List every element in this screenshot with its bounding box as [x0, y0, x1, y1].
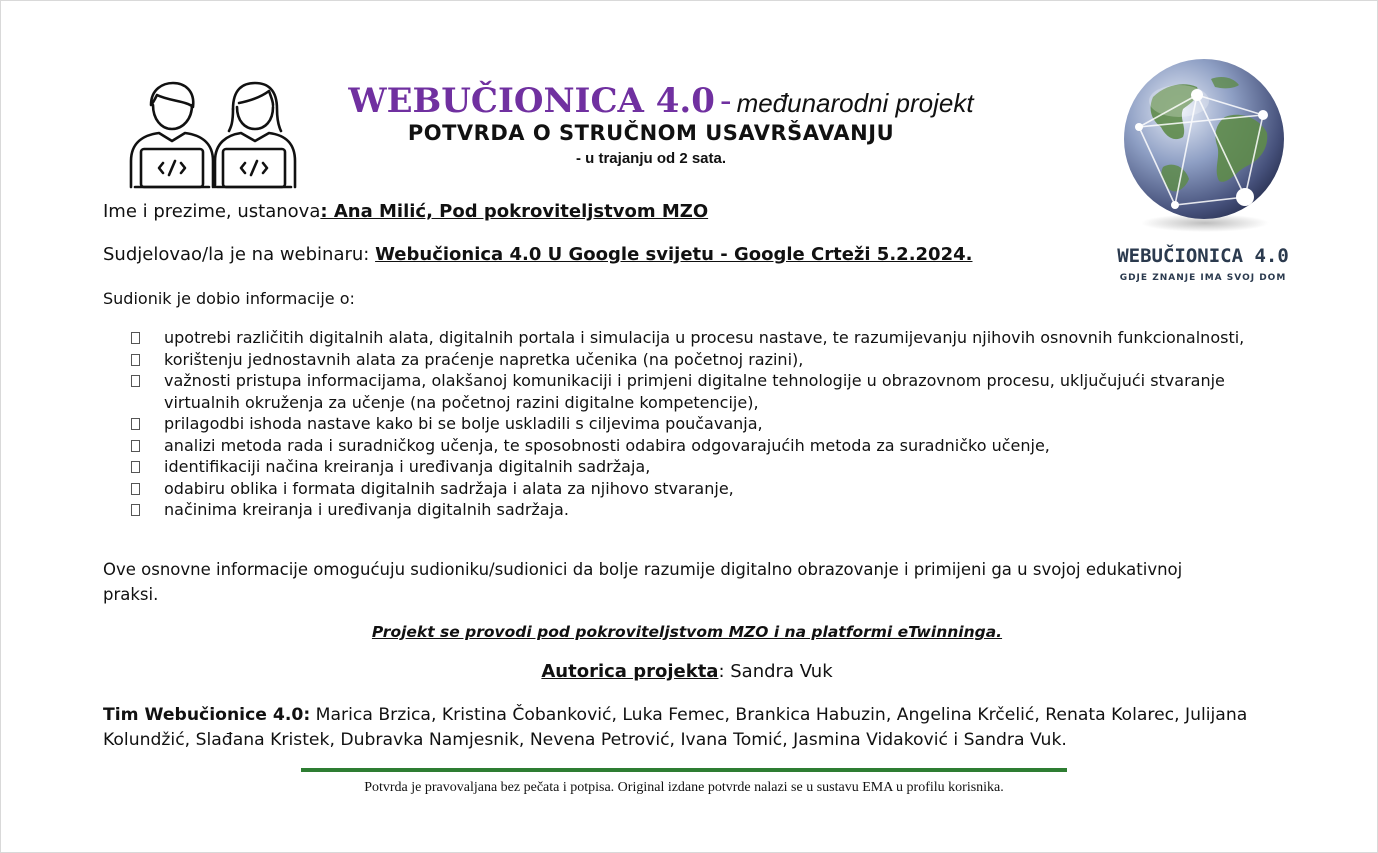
author-separator: : — [718, 661, 731, 682]
list-item: važnosti pristupa informacijama, olakšanoj komunikaciji i primjeni digitalne tehnologije u obrazovnom procesu, uključujući stvaranje virtualnih okruženja za učenje (na početnoj razini digitalne kompetencije), — [131, 370, 1271, 413]
webinar-field — [103, 244, 972, 265]
team-label: Tim Webučionice 4.0: — [103, 705, 311, 725]
summary-paragraph: Ove osnovne informacije omogućuju sudioniku/sudionici da bolje razumije digitalno obrazovanje i primijeni ga u svojoj edukativnoj praksi. — [103, 560, 1183, 604]
info-intro: Sudionik je dobio informacije o: — [103, 289, 355, 308]
list-item: odabiru oblika i formata digitalnih sadržaja i alata za njihovo stvaranje, — [131, 478, 1271, 500]
webinar-value: Webučionica 4.0 U Google svijetu - Google Crteži 5.2.2024. — [375, 244, 973, 265]
list-item: prilagodbi ishoda nastave kako bi se bolje uskladili s ciljevima poučavanja, — [131, 413, 1271, 435]
info-list — [131, 327, 1271, 521]
footer-divider — [301, 768, 1067, 772]
bullet-icon — [131, 418, 140, 430]
globe-icon — [1113, 57, 1295, 233]
list-item: identifikaciji načina kreiranja i uređivanja digitalnih sadržaja, — [131, 456, 1271, 478]
webinar-label: Sudjelovao/la je na webinaru: — [103, 244, 376, 265]
title-sub: međunarodni projekt — [736, 88, 974, 118]
logo-title: WEBUČIONICA 4.0 — [1117, 245, 1289, 267]
footer-note: Potvrda je pravovaljana bez pečata i potpisa. Original izdane potvrde nalazi se u sustavu EMA u profilu korisnika. — [364, 780, 1004, 795]
title-dash: - — [719, 81, 732, 121]
team-line — [103, 703, 1293, 753]
certificate-subtitle: POTVRDA O STRUČNOM USAVRŠAVANJU — [407, 121, 895, 145]
team-members: Marica Brzica, Kristina Čobanković, Luka Femec, Brankica Habuzin, Angelina Krčelić, Renata Kolarec, Julijana Kolundžić, Slađana Kristek, Dubravka Namjesnik, Nevena Petrović, Ivana Tomić, Jasmina Vidaković i Sandra Vuk. — [103, 705, 1248, 750]
author-label: Autorica projekta — [541, 661, 719, 682]
logo-slogan: GDJE ZNANJE IMA SVOJ DOM — [1119, 273, 1287, 283]
bullet-icon — [131, 440, 140, 452]
two-programmers-icon — [129, 79, 297, 191]
duration-text: - u trajanju od 2 sata. — [575, 150, 727, 167]
project-note: Projekt se provodi pod pokroviteljstvom MZO i na platformi eTwinninga. — [371, 623, 1003, 641]
author-line — [1, 661, 1373, 682]
bullet-icon — [131, 461, 140, 473]
participant-field — [103, 201, 708, 222]
bullet-icon — [131, 332, 140, 344]
author-name: Sandra Vuk — [730, 661, 833, 682]
participant-value: : Ana Milić, Pod pokroviteljstvom MZO — [320, 201, 709, 222]
page-title — [301, 81, 1021, 121]
list-item: načinima kreiranja i uređivanja digitalnih sadržaja. — [131, 499, 1271, 521]
list-item: analizi metoda rada i suradničkog učenja, te sposobnosti odabira odgovarajućih metoda za suradničko učenje, — [131, 435, 1271, 457]
bullet-icon — [131, 504, 140, 516]
title-main: WEBUČIONICA 4.0 — [348, 81, 715, 121]
list-item: korištenju jednostavnih alata za praćenje napretka učenika (na početnoj razini), — [131, 349, 1271, 371]
bullet-icon — [131, 483, 140, 495]
list-item: upotrebi različitih digitalnih alata, digitalnih portala i simulacija u procesu nastave, te razumijevanju njihovih osnovnih funkcionalnosti, — [131, 327, 1271, 349]
bullet-icon — [131, 354, 140, 366]
participant-label: Ime i prezime, ustanova — [103, 201, 321, 222]
bullet-icon — [131, 375, 140, 387]
